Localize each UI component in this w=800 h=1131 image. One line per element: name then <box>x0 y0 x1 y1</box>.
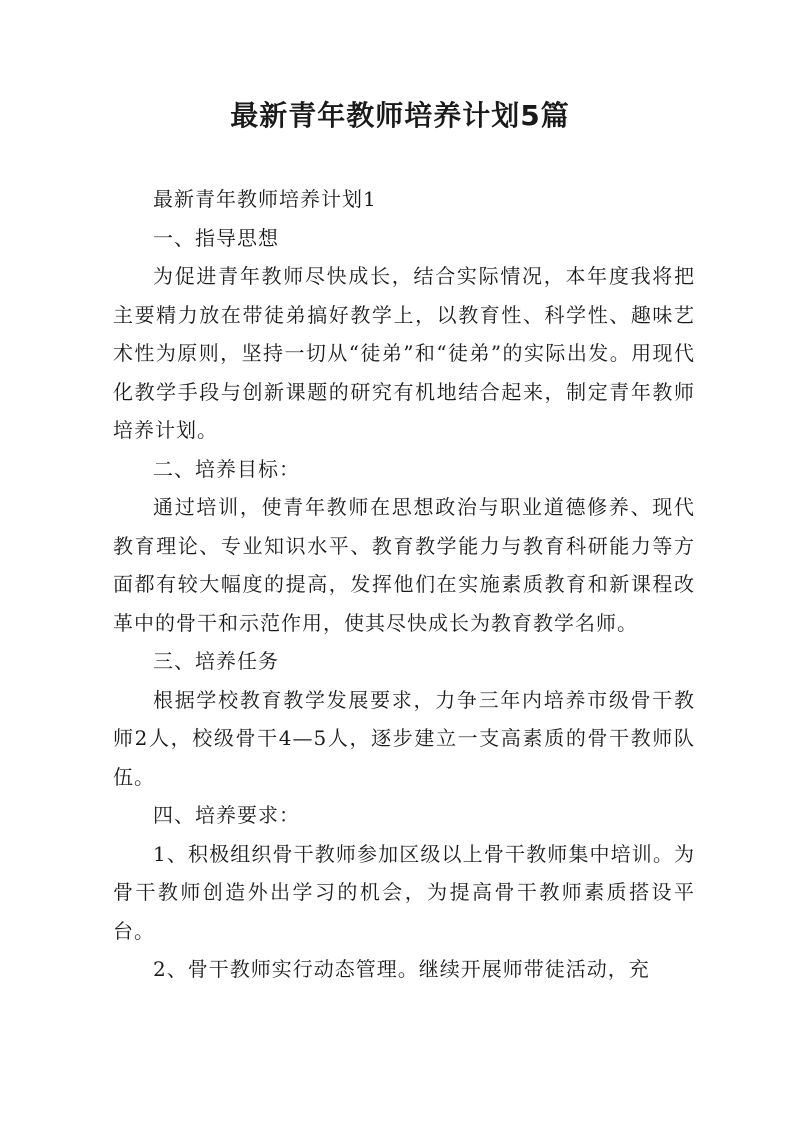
section-heading-training-tasks: 三、培养任务 <box>153 649 279 673</box>
section-heading-guiding-ideology: 一、指导思想 <box>153 225 279 250</box>
section-heading-plan-1: 最新青年教师培养计划1 <box>153 187 377 211</box>
paragraph-requirement-1: 1、积极组织骨干教师参加区级以上骨干教师集中培训。为骨干教师创造外出学习的机会，为提高骨干教师素质搭设平台。 <box>113 841 695 943</box>
section-heading-training-requirements: 四、培养要求： <box>153 803 300 827</box>
paragraph-training-tasks: 根据学校教育教学发展要求，力争三年内培养市级骨干教师2人，校级骨干4—5人，逐步建立一支高素质的骨干教师队伍。 <box>113 687 695 789</box>
paragraph-requirement-2: 2、骨干教师实行动态管理。继续开展师带徒活动，充 <box>153 957 650 981</box>
paragraph-guiding-ideology: 为促进青年教师尽快成长，结合实际情况，本年度我将把主要精力放在带徒弟搞好教学上，以教育性、科学性、趣味艺术性为原则，坚持一切从“徒弟”和“徒弟”的实际出发。用现代化教学手段与创新课题的研究有机地结合起来，制定青年教师培养计划。 <box>113 264 695 442</box>
document-body <box>113 180 695 989</box>
section-heading-training-goals: 二、培养目标： <box>153 456 300 481</box>
paragraph-training-goals: 通过培训，使青年教师在思想政治与职业道德修养、现代教育理论、专业知识水平、教育教学能力与教育科研能力等方面都有较大幅度的提高，发挥他们在实施素质教育和新课程改革中的骨干和示范作用，使其尽快成长为教育教学名师。 <box>113 495 695 635</box>
document-title: 最新青年教师培养计划5篇 <box>230 99 570 132</box>
